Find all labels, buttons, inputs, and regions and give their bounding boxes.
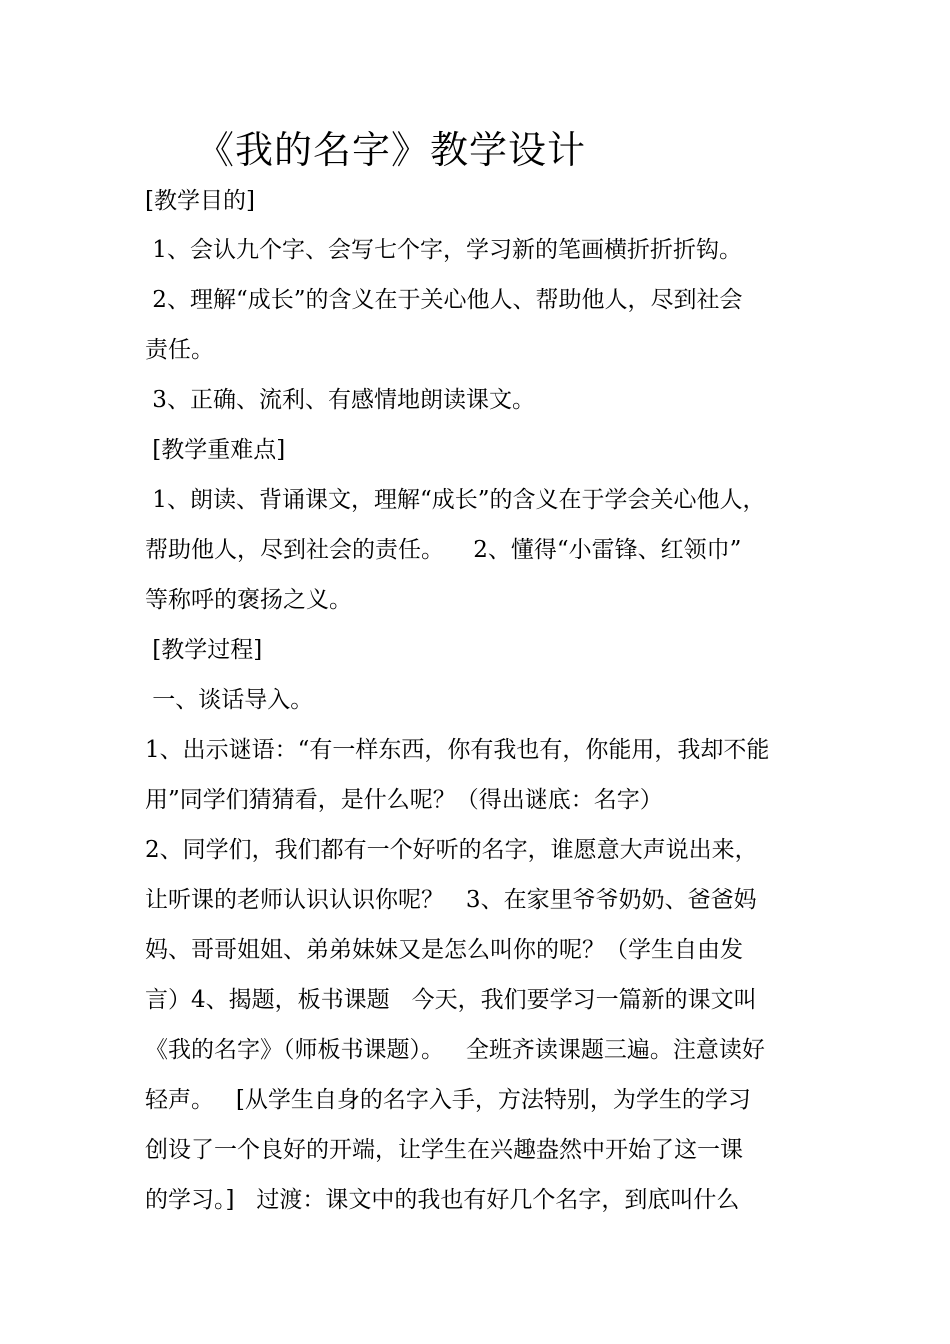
text-line: 的学习。] 过渡：课文中的我也有好几个名字，到底叫什么 — [145, 1187, 740, 1213]
text-line: 用”同学们猜猜看，是什么呢？（得出谜底：名字） — [145, 787, 663, 813]
text-line: 责任。 — [145, 337, 214, 363]
text-line: [教学目的] — [145, 188, 255, 214]
text-line: 帮助他人，尽到社会的责任。 2、懂得“小雷锋、红领巾” — [145, 537, 742, 563]
text-line: 1、出示谜语：“有一样东西，你有我也有，你能用，我却不能 — [145, 737, 770, 763]
text-line: 妈、哥哥姐姐、弟弟妹妹又是怎么叫你的呢？（学生自由发 — [145, 937, 743, 963]
text-line: 2、理解“成长”的含义在于关心他人、帮助他人，尽到社会 — [145, 287, 743, 313]
text-line: 一、谈话导入。 — [145, 687, 314, 713]
text-line: 1、会认九个字、会写七个字，学习新的笔画横折折折钩。 — [145, 237, 742, 263]
text-line: 3、正确、流利、有感情地朗读课文。 — [145, 387, 535, 413]
text-line: 创设了一个良好的开端，让学生在兴趣盎然中开始了这一课 — [145, 1137, 743, 1163]
text-line: 言）4、揭题，板书课题 今天，我们要学习一篇新的课文叫 — [145, 987, 757, 1013]
text-line: 等称呼的褒扬之义。 — [145, 587, 352, 613]
text-line: 2、同学们，我们都有一个好听的名字，谁愿意大声说出来， — [145, 837, 758, 863]
document-title: 《我的名字》教学设计 — [196, 128, 587, 172]
text-line: 轻声。 [从学生自身的名字入手，方法特别，为学生的学习 — [145, 1087, 751, 1113]
text-line: 1、朗读、背诵课文，理解“成长”的含义在于学会关心他人， — [145, 487, 766, 513]
text-line: 让听课的老师认识认识你呢？ 3、在家里爷爷奶奶、爸爸妈 — [145, 887, 757, 913]
text-line: [教学重难点] — [145, 437, 286, 463]
text-line: [教学过程] — [145, 637, 263, 663]
text-line: 《我的名字》（师板书课题）。 全班齐读课题三遍。注意读好 — [145, 1037, 765, 1063]
